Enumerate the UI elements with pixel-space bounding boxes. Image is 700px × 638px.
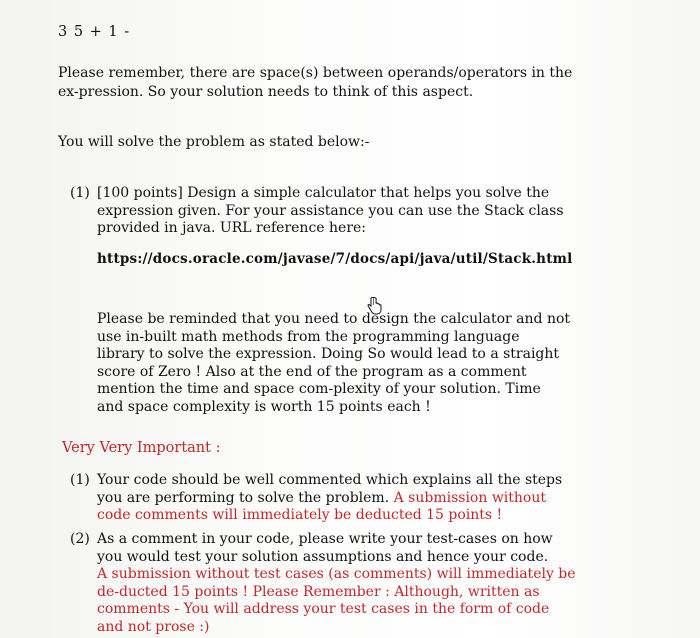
rule-item (70, 531, 580, 636)
rule-body (97, 531, 580, 636)
rule-number: (2) (70, 531, 90, 547)
rule-text: As a comment in your code, please write your test-cases on how you would test your solution assumptions and hence your code. (97, 531, 553, 565)
stack-url-link[interactable]: https://docs.oracle.com/javase/7/docs/api/java/util/Stack.html (97, 251, 573, 267)
expression: 3 5 + 1 - (58, 24, 131, 40)
rule-item (70, 472, 580, 525)
rule-text: Your code should be well commented which explains all the steps you are performing to solve the problem. (97, 472, 563, 506)
rule-warning: A submission without test cases (as comments) will immediately be de-ducted 15 points ! Please Remember : Although, written as comments - You will address your test cases in the form of code and not prose :) (97, 566, 576, 635)
task-text: [100 points] Design a simple calculator that helps you solve the expression given. For your assistance you can use the Stack class provided in java. URL reference here: (97, 185, 564, 236)
task-note: Please be reminded that you need to design the calculator and not use in-built math methods from the programming language library to solve the expression. Doing So would lead to a straight score of Zero ! Also at the end of the program as a comment mention the time and space com-plexity of your solution. Time and space complexity is worth 15 points each ! (97, 311, 571, 415)
task-item (70, 185, 580, 238)
important-heading: Very Very Important : (62, 440, 221, 456)
rule-number: (1) (70, 472, 90, 488)
rule-warning: A submission without code comments will immediately be deducted 15 points ! (97, 489, 547, 523)
rule-body (97, 472, 580, 525)
task-number: (1) (70, 185, 90, 201)
reminder-paragraph: Please remember, there are space(s) between operands/operators in the ex-pression. So your solution needs to think of this aspect. (58, 65, 573, 100)
instruction-text: You will solve the problem as stated below:- (58, 134, 370, 150)
